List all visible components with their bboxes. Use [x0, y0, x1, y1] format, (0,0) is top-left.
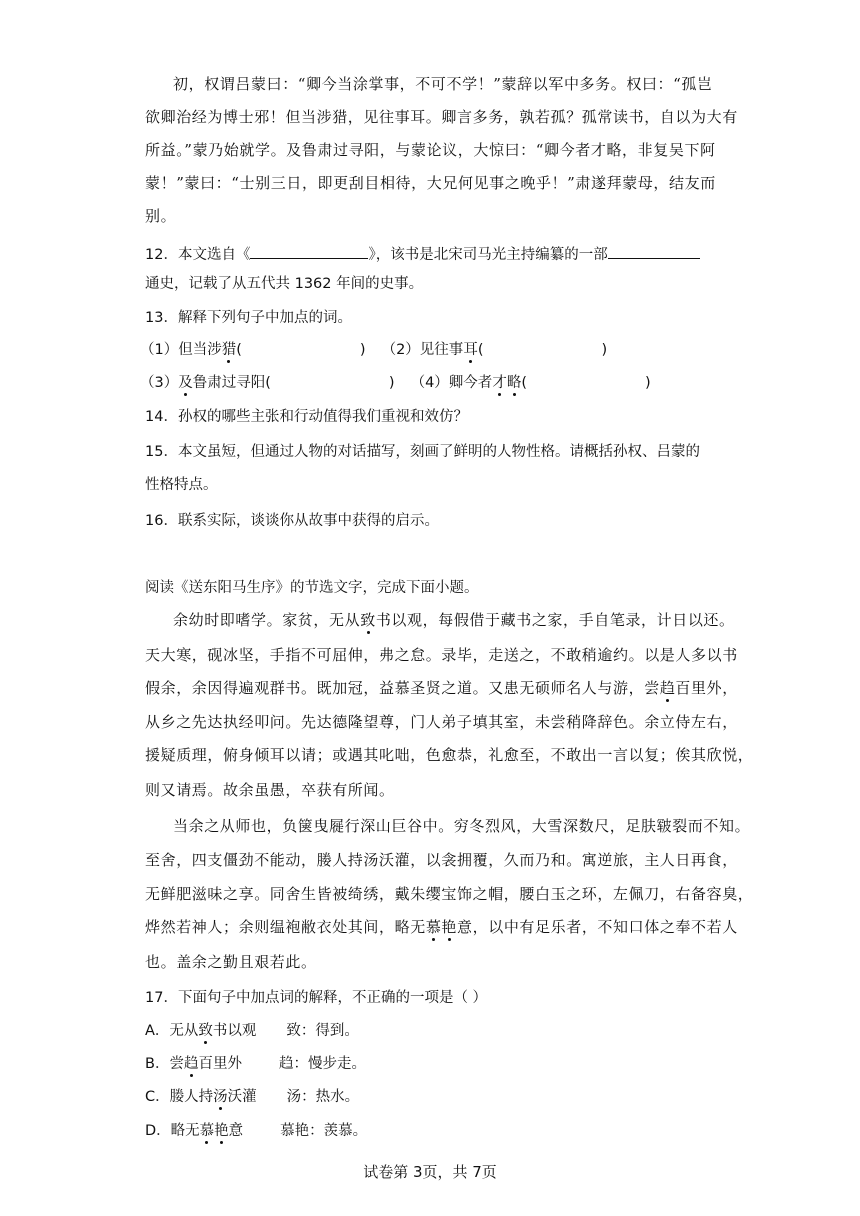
dotted-char: 耳 — [463, 342, 478, 358]
passage2-line: 无鲜肥滋味之享。同舍生皆被绮绣，戴朱缨宝饰之帽，腰白玉之环，左佩刀，右备容臭， — [145, 885, 754, 903]
passage2-line: 也。盖余之勤且艰若此。 — [145, 953, 317, 971]
passage2-line: 天大寒，砚冰坚，手指不可屈伸，弗之怠。录毕，走送之，不敢稍逾约。以是人多以书 — [145, 646, 738, 664]
dotted-char: 略 — [506, 375, 522, 391]
passage2-line: 余幼时即嗜学。家贫，无从致书以观，每假借于藏书之家，手自笔录，计日以还。 — [173, 611, 735, 629]
dotted-char: 艳 — [214, 1123, 229, 1139]
question-13: 13．解释下列句子中加点的词。 — [145, 310, 352, 326]
passage2-line: 则又请焉。故余虽愚，卒获有所闻。 — [145, 781, 395, 799]
dotted-char: 猎 — [221, 342, 237, 358]
question-15-cont: 性格特点。 — [145, 477, 218, 493]
dotted-char: 致 — [360, 611, 376, 629]
dotted-char: 趋 — [183, 1056, 199, 1072]
dotted-char: 艳 — [441, 918, 458, 936]
answer-blank[interactable] — [608, 242, 700, 259]
question-14: 14．孙权的哪些主张和行动值得我们重视和效仿？ — [145, 409, 468, 425]
question-12-cont: 通史，记载了从五代共 1362 年间的史事。 — [145, 276, 424, 292]
dotted-char: 才 — [492, 375, 507, 391]
passage2-line: 假余，余因得遍观群书。既加冠，益慕圣贤之道。又患无硕师名人与游，尝趋百里外， — [145, 679, 738, 697]
section-intro: 阅读《送东阳马生序》的节选文字，完成下面小题。 — [145, 580, 479, 596]
passage1-line: 蒙！”蒙曰：“士别三日，即更刮目相待，大兄何见事之晚乎！”肃遂拜蒙母，结友而 — [145, 174, 716, 192]
option-a[interactable]: A．无从致书以观 致：得到。 — [145, 1023, 359, 1039]
dotted-char: 汤 — [213, 1089, 228, 1105]
passage1-line: 所益。”蒙乃始就学。及鲁肃过寻阳，与蒙论议，大惊曰：“卿今者才略，非复吴下阿 — [145, 141, 716, 159]
question-17: 17．下面句子中加点词的解释，不正确的一项是（ ） — [145, 990, 488, 1006]
dotted-char: 致 — [198, 1023, 213, 1039]
question-13-items-row2: （3）及鲁肃过寻阳( ) （4）卿今者才略( ) — [140, 375, 651, 391]
passage1-line: 初，权谓吕蒙曰：“卿今当涂掌事，不可不学！”蒙辞以军中多务。权曰：“孤岂 — [173, 75, 713, 93]
passage2-line: 烨然若神人；余则缊袍敝衣处其间，略无慕艳意，以中有足乐者，不知口体之奉不若人 — [145, 918, 738, 936]
passage1-line: 欲卿治经为博士邪！但当涉猎，见往事耳。卿言多务，孰若孤？孤常读书，自以为大有 — [145, 108, 738, 126]
question-12: 12．本文选自《 》，该书是北宋司马光主持编纂的一部 — [145, 242, 725, 266]
dotted-char: 及 — [178, 375, 193, 391]
option-c[interactable]: C．媵人持汤沃灌 汤：热水。 — [145, 1089, 360, 1105]
question-13-items-row1: （1）但当涉猎( ) （2）见往事耳( ) — [140, 342, 608, 358]
answer-blank[interactable] — [250, 242, 368, 259]
dotted-char: 慕 — [199, 1123, 215, 1139]
passage2-line: 至舍，四支僵劲不能动，媵人持汤沃灌，以衾拥覆，久而乃和。寓逆旅，主人日再食， — [145, 851, 738, 869]
question-16: 16．联系实际，谈谈你从故事中获得的启示。 — [145, 513, 439, 529]
question-15: 15．本文虽短，但通过人物的对话描写，刻画了鲜明的人物性格。请概括孙权、吕蒙的 — [145, 444, 700, 460]
passage1-line: 别。 — [145, 207, 177, 225]
passage2-line: 从乡之先达执经叩问。先达德隆望尊，门人弟子填其室，未尝稍降辞色。余立侍左右， — [145, 713, 738, 731]
option-b[interactable]: B．尝趋百里外 趋：慢步走。 — [145, 1056, 366, 1072]
passage2-line: 援疑质理，俯身倾耳以请；或遇其叱咄，色愈恭，礼愈至，不敢出一言以复；俟其欣悦， — [145, 746, 754, 764]
option-d[interactable]: D．略无慕艳意 慕艳：羡慕。 — [145, 1123, 368, 1139]
dotted-char: 慕 — [425, 918, 442, 936]
dotted-char: 趋 — [659, 679, 676, 697]
page-footer: 试卷第 3页，共 7页 — [363, 1163, 497, 1181]
passage2-line: 当余之从师也，负箧曳屣行深山巨谷中。穷冬烈风，大雪深数尺，足肤皲裂而不知。 — [173, 817, 751, 835]
